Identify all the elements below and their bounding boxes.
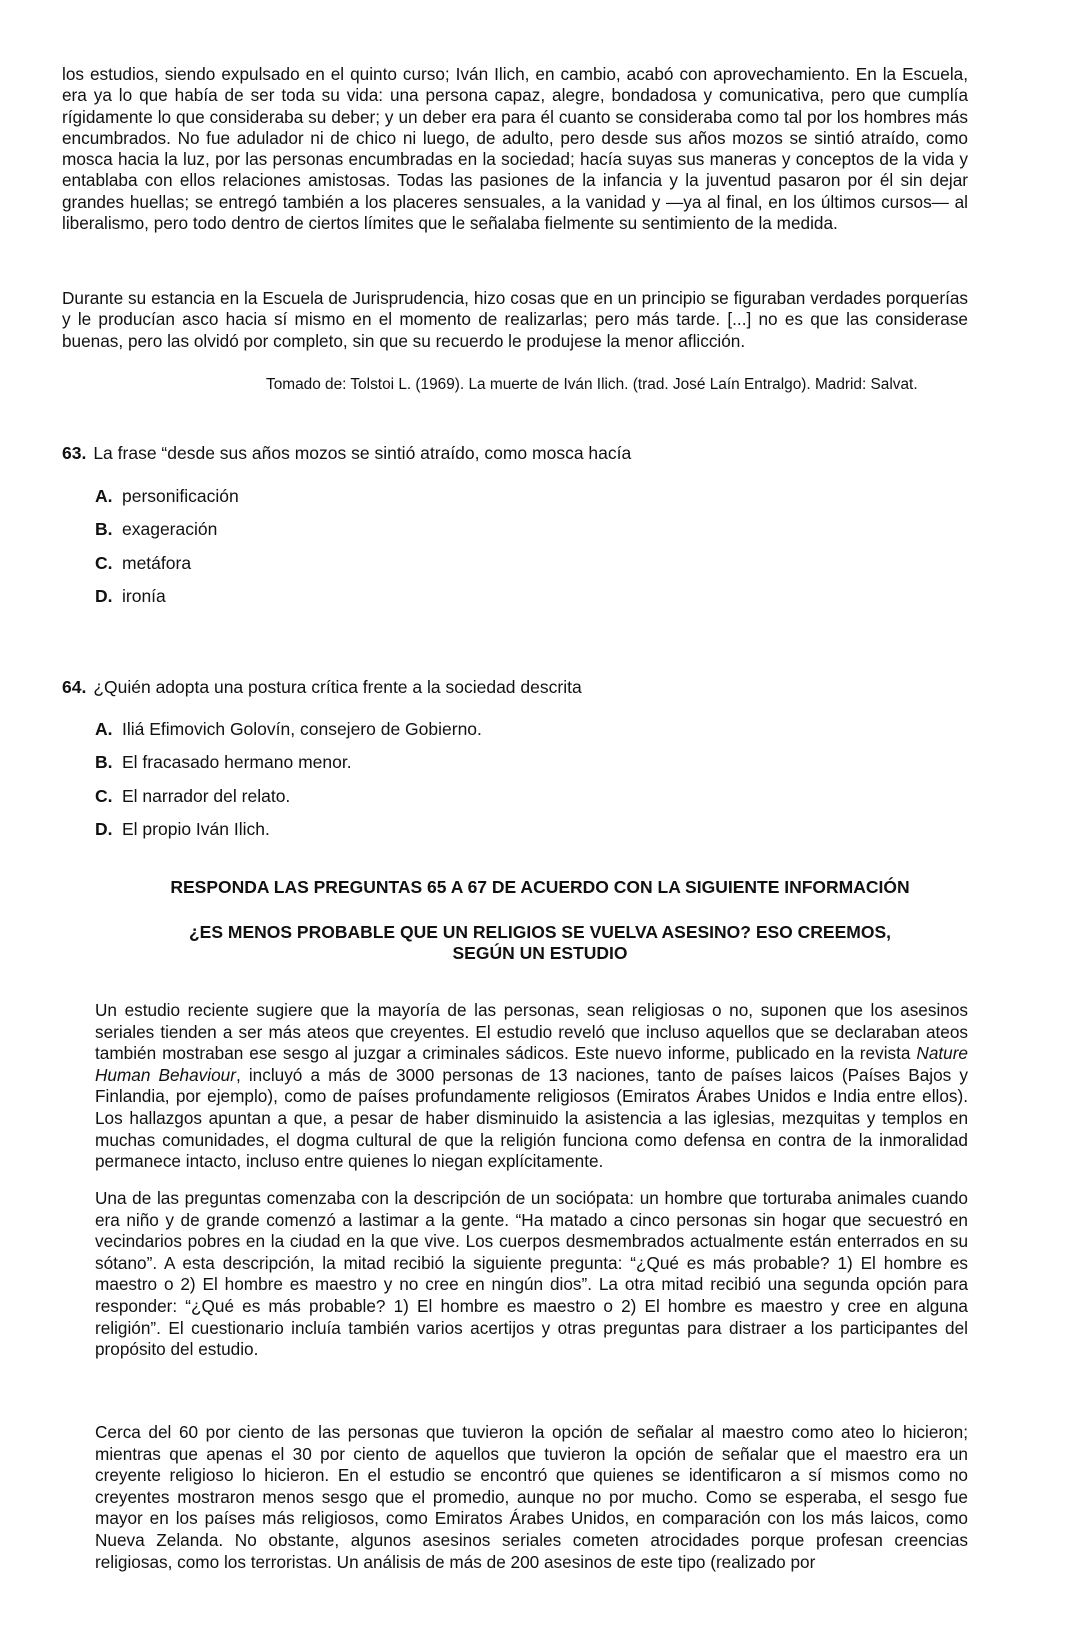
option-c[interactable] — [95, 552, 239, 585]
article-title — [140, 922, 940, 964]
option-text: metáfora — [122, 552, 192, 573]
option-b[interactable] — [95, 751, 482, 784]
article-paragraph-2: Una de las preguntas comenzaba con la descripción de un sociópata: un hombre que torturaba animales cuando era niño y de grande comenzó a lastimar a la gente. “Ha matado a cinco personas sin hogar que secuestró en vecindarios pobres en la ciudad en la que vive. Los cuerpos desmembrados actualmente están enterrados en su sótano”. A esta descripción, la mitad recibió la siguiente pregunta: “¿Qué es más probable? 1) El hombre es maestro o 2) El hombre es maestro y no cree en ningún dios”. La otra mitad recibió una segunda opción para responder: “¿Qué es más probable? 1) El hombre es maestro o 2) El hombre es maestro y cree en alguna religión”. El cuestionario incluía también varios acertijos y otras preguntas para distraer a los participantes del propósito del estudio. — [95, 1188, 968, 1360]
option-letter: B. — [95, 752, 113, 773]
question-63 — [62, 442, 631, 464]
article-title-line-1: ¿ES MENOS PROBABLE QUE UN RELIGIOS SE VUELVA ASESINO? ESO CREEMOS, — [188, 922, 892, 942]
option-text: personificación — [122, 486, 239, 506]
option-text: exageración — [122, 519, 218, 540]
article-text: Un estudio reciente sugiere que la mayoría de las personas, sean religiosas o no, suponen que los asesinos seriales tienden a ser más ateos que creyentes. El estudio reveló que incluso aquellos que se declaraban ateos también mostraban ese sesgo al juzgar a criminales sádicos. Este nuevo informe, publicado en la revista — [95, 1000, 968, 1064]
question-number: 63. — [62, 443, 87, 463]
question-text: La frase “desde sus años mozos se sintió atraído, como mosca hacía — [93, 443, 632, 463]
option-letter: B. — [95, 519, 113, 540]
option-text: El fracasado hermano menor. — [122, 752, 352, 773]
option-c[interactable] — [95, 785, 482, 818]
article-paragraph-3: Cerca del 60 por ciento de las personas que tuvieron la opción de señalar al maestro como ateo lo hicieron; mientras que apenas el 30 por ciento de aquellos que tuvieron la opción de señalar que el maestro era un creyente religioso lo hicieron. En el estudio se encontró que quienes se identificaron a sí mismos como no creyentes mostraron menos sesgo que el promedio, aunque no por mucho. Como se esperaba, el sesgo fue mayor en los países más religiosos, como Emiratos Árabes Unidos, en comparación con los más laicos, como Nueva Zelanda. No obstante, algunos asesinos seriales cometen atrocidades porque profesan creencias religiosas, como los terroristas. Un análisis de más de 200 asesinos de este tipo (realizado por — [95, 1422, 968, 1572]
question-number: 64. — [62, 677, 87, 697]
option-text: ironía — [122, 585, 166, 606]
question-64 — [62, 676, 582, 698]
option-text: El propio Iván Ilich. — [122, 818, 270, 839]
question-text: ¿Quién adopta una postura crítica frente a la sociedad descrita — [93, 677, 582, 697]
question-63-options — [95, 485, 239, 618]
article-title-line-2: SEGÚN UN ESTUDIO — [452, 943, 628, 963]
passage-citation: Tomado de: Tolstoi L. (1969). La muerte de Iván Ilich. (trad. José Laín Entralgo). Madrid: Salvat. — [266, 376, 918, 393]
option-text: El narrador del relato. — [122, 785, 291, 806]
option-text: Iliá Efimovich Golovín, consejero de Gobierno. — [122, 719, 482, 739]
option-letter: C. — [95, 785, 113, 806]
option-a[interactable] — [95, 485, 239, 518]
article-text: , incluyó a más de 3000 personas de 13 naciones, tanto de países laicos (Países Bajos y Finlandia, por ejemplo), como de países profundamente religiosos (Emiratos Árabes Unidos e India entre ellos). Los hallazgos apuntan a que, a pesar de haber disminuido la asistencia a las iglesias, mezquitas y templos en muchas comunidades, el dogma cultural de que la religión funciona como defensa en contra de la inmoralidad permanece intacto, incluso entre quienes lo niegan explícitamente. — [95, 1064, 968, 1172]
option-letter: A. — [95, 719, 113, 739]
journal-name: Nature Human Behaviour — [95, 1043, 968, 1085]
option-letter: D. — [95, 818, 113, 839]
article-paragraph-1 — [95, 1000, 968, 1173]
option-letter: A. — [95, 486, 113, 506]
question-64-options — [95, 718, 482, 851]
option-a[interactable] — [95, 718, 482, 751]
option-letter: C. — [95, 552, 113, 573]
option-b[interactable] — [95, 518, 239, 551]
option-d[interactable] — [95, 818, 482, 851]
option-d[interactable] — [95, 585, 239, 618]
passage-paragraph-1: los estudios, siendo expulsado en el quinto curso; Iván Ilich, en cambio, acabó con aprovechamiento. En la Escuela, era ya lo que había de ser toda su vida: una persona capaz, alegre, bondadosa y comunicativa, pero que cumplía rígidamente lo que consideraba su deber; y un deber era para él cuanto se consideraba como tal por los hombres más encumbrados. No fue adulador ni de chico ni luego, de adulto, pero desde sus años mozos se sintió atraído, como mosca hacia la luz, por las personas encumbradas en la sociedad; hacía suyas sus maneras y conceptos de la vida y entablaba con ellos relaciones amistosas. Todas las pasiones de la infancia y la juventud pasaron por él sin dejar grandes huellas; se entregó también a los placeres sensuales, a la vanidad y —ya al final, en los últimos cursos— al liberalismo, pero todo dentro de ciertos límites que le señalaba fielmente su sentimiento de la medida. — [62, 64, 968, 234]
section-instruction: RESPONDA LAS PREGUNTAS 65 A 67 DE ACUERDO CON LA SIGUIENTE INFORMACIÓN — [170, 877, 910, 897]
passage-paragraph-2: Durante su estancia en la Escuela de Jurisprudencia, hizo cosas que en un principio se figuraban verdades porquerías y le producían asco hacia sí mismo en el momento de realizarlas; pero más tarde. [...] no es que las considerase buenas, pero las olvidó por completo, sin que su recuerdo le produjese la menor aflicción. — [62, 288, 968, 351]
option-letter: D. — [95, 585, 113, 606]
